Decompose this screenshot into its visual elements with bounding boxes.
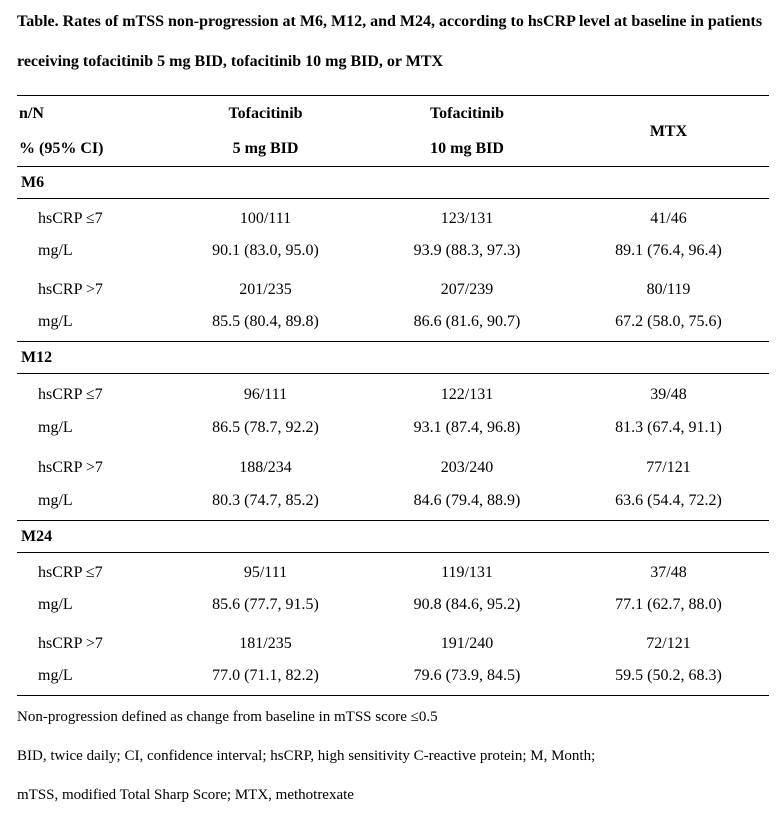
header-tofa10-line2: 10 mg BID [430, 140, 504, 157]
cell-tofa5 [165, 624, 366, 696]
count-value: 72/121 [646, 635, 691, 652]
cell-mtx [568, 624, 769, 696]
count-value: 96/111 [243, 386, 288, 403]
header-tofa5 [165, 96, 366, 167]
percent-ci-value: 77.1 (62.7, 88.0) [615, 596, 722, 613]
header-row [17, 96, 769, 167]
table-row [17, 199, 769, 271]
row-label-line1: hsCRP >7 [38, 635, 103, 652]
cell-mtx [568, 374, 769, 448]
section-label: M24 [21, 527, 53, 545]
results-table [17, 95, 769, 696]
section-row [17, 342, 769, 374]
count-value: 201/235 [239, 281, 292, 298]
row-label-line2: mg/L [38, 667, 73, 684]
percent-ci-value: 85.6 (77.7, 91.5) [212, 596, 319, 613]
row-label-line2: mg/L [38, 492, 73, 509]
table-row [17, 624, 769, 696]
header-tofa10 [366, 96, 568, 167]
cell-tofa10 [366, 270, 568, 342]
cell-mtx [568, 270, 769, 342]
count-value: 80/119 [646, 281, 691, 298]
percent-ci-value: 90.1 (83.0, 95.0) [212, 242, 319, 259]
count-value: 41/46 [650, 210, 687, 227]
row-label-line2: mg/L [38, 419, 73, 436]
count-value: 37/48 [650, 564, 687, 581]
cell-mtx [568, 199, 769, 271]
table-row [17, 553, 769, 625]
row-label-line2: mg/L [38, 596, 73, 613]
row-label-line1: hsCRP >7 [38, 459, 103, 476]
percent-ci-value: 93.9 (88.3, 97.3) [413, 242, 521, 259]
cell-tofa5 [165, 270, 366, 342]
percent-ci-value: 86.6 (81.6, 90.7) [413, 313, 521, 330]
count-value: 119/131 [441, 564, 493, 581]
cell-tofa5 [165, 374, 366, 448]
cell-tofa10 [366, 553, 568, 625]
row-label-line1: hsCRP ≤7 [38, 564, 103, 581]
row-label [17, 199, 165, 271]
count-value: 123/131 [440, 210, 494, 227]
cell-mtx [568, 553, 769, 625]
cell-mtx [568, 447, 769, 521]
percent-ci-value: 93.1 (87.4, 96.8) [413, 419, 521, 436]
count-value: 95/111 [243, 564, 288, 581]
footnotes [17, 698, 595, 815]
cell-tofa10 [366, 199, 568, 271]
percent-ci-value: 84.6 (79.4, 88.9) [413, 492, 521, 509]
count-value: 181/235 [239, 635, 292, 652]
row-label-line2: mg/L [38, 242, 73, 259]
cell-tofa10 [366, 374, 568, 448]
count-value: 122/131 [440, 386, 494, 403]
percent-ci-value: 59.5 (50.2, 68.3) [615, 667, 722, 684]
cell-tofa5 [165, 447, 366, 521]
cell-tofa5 [165, 199, 366, 271]
row-label [17, 447, 165, 521]
count-value: 203/240 [440, 459, 494, 476]
table-row [17, 447, 769, 521]
cell-tofa5 [165, 553, 366, 625]
count-value: 207/239 [440, 281, 494, 298]
header-tofa10-line1: Tofacitinib [429, 105, 505, 122]
header-tofa5-line2: 5 mg BID [232, 140, 299, 157]
percent-ci-value: 89.1 (76.4, 96.4) [615, 242, 722, 259]
percent-ci-value: 63.6 (54.4, 72.2) [615, 492, 722, 509]
percent-ci-value: 79.6 (73.9, 84.5) [413, 667, 521, 684]
count-value: 39/48 [650, 386, 687, 403]
section-row [17, 521, 769, 553]
count-value: 100/111 [239, 210, 292, 227]
percent-ci-value: 67.2 (58.0, 75.6) [615, 313, 722, 330]
footnote: BID, twice daily; CI, confidence interval; hsCRP, high sensitivity C-reactive protein; M, Month; [17, 748, 596, 764]
row-label [17, 624, 165, 696]
cell-tofa10 [366, 447, 568, 521]
section-label: M6 [21, 173, 45, 191]
row-label-line1: hsCRP >7 [38, 281, 103, 298]
percent-ci-value: 80.3 (74.7, 85.2) [212, 492, 319, 509]
header-nn [17, 96, 165, 167]
row-label [17, 553, 165, 625]
percent-ci-value: 86.5 (78.7, 92.2) [212, 419, 319, 436]
footnote: mTSS, modified Total Sharp Score; MTX, methotrexate [17, 787, 354, 803]
cell-tofa10 [366, 624, 568, 696]
row-label-line1: hsCRP ≤7 [38, 386, 103, 403]
row-label [17, 374, 165, 448]
section-label: M12 [21, 348, 53, 366]
table-title: Table. Rates of mTSS non-progression at M6, M12, and M24, according to hsCRP level at baseline in patients receiving tofacitinib 5 mg BID, tofacitinib 10 mg BID, or MTX [17, 13, 763, 70]
section-row [17, 167, 769, 199]
header-nn-line1: n/N [19, 105, 44, 122]
header-tofa5-line1: Tofacitinib [228, 105, 303, 122]
footnote: Non-progression defined as change from baseline in mTSS score ≤0.5 [17, 709, 438, 725]
table-row [17, 374, 769, 448]
table-row [17, 270, 769, 342]
percent-ci-value: 77.0 (71.1, 82.2) [212, 667, 319, 684]
count-value: 188/234 [239, 459, 292, 476]
header-nn-line2: % (95% CI) [19, 140, 104, 157]
percent-ci-value: 85.5 (80.4, 89.8) [212, 313, 319, 330]
count-value: 77/121 [646, 459, 691, 476]
percent-ci-value: 81.3 (67.4, 91.1) [615, 419, 722, 436]
percent-ci-value: 90.8 (84.6, 95.2) [413, 596, 521, 613]
header-mtx: MTX [649, 122, 688, 140]
row-label-line2: mg/L [38, 313, 73, 330]
count-value: 191/240 [440, 635, 494, 652]
row-label [17, 270, 165, 342]
row-label-line1: hsCRP ≤7 [38, 210, 103, 227]
